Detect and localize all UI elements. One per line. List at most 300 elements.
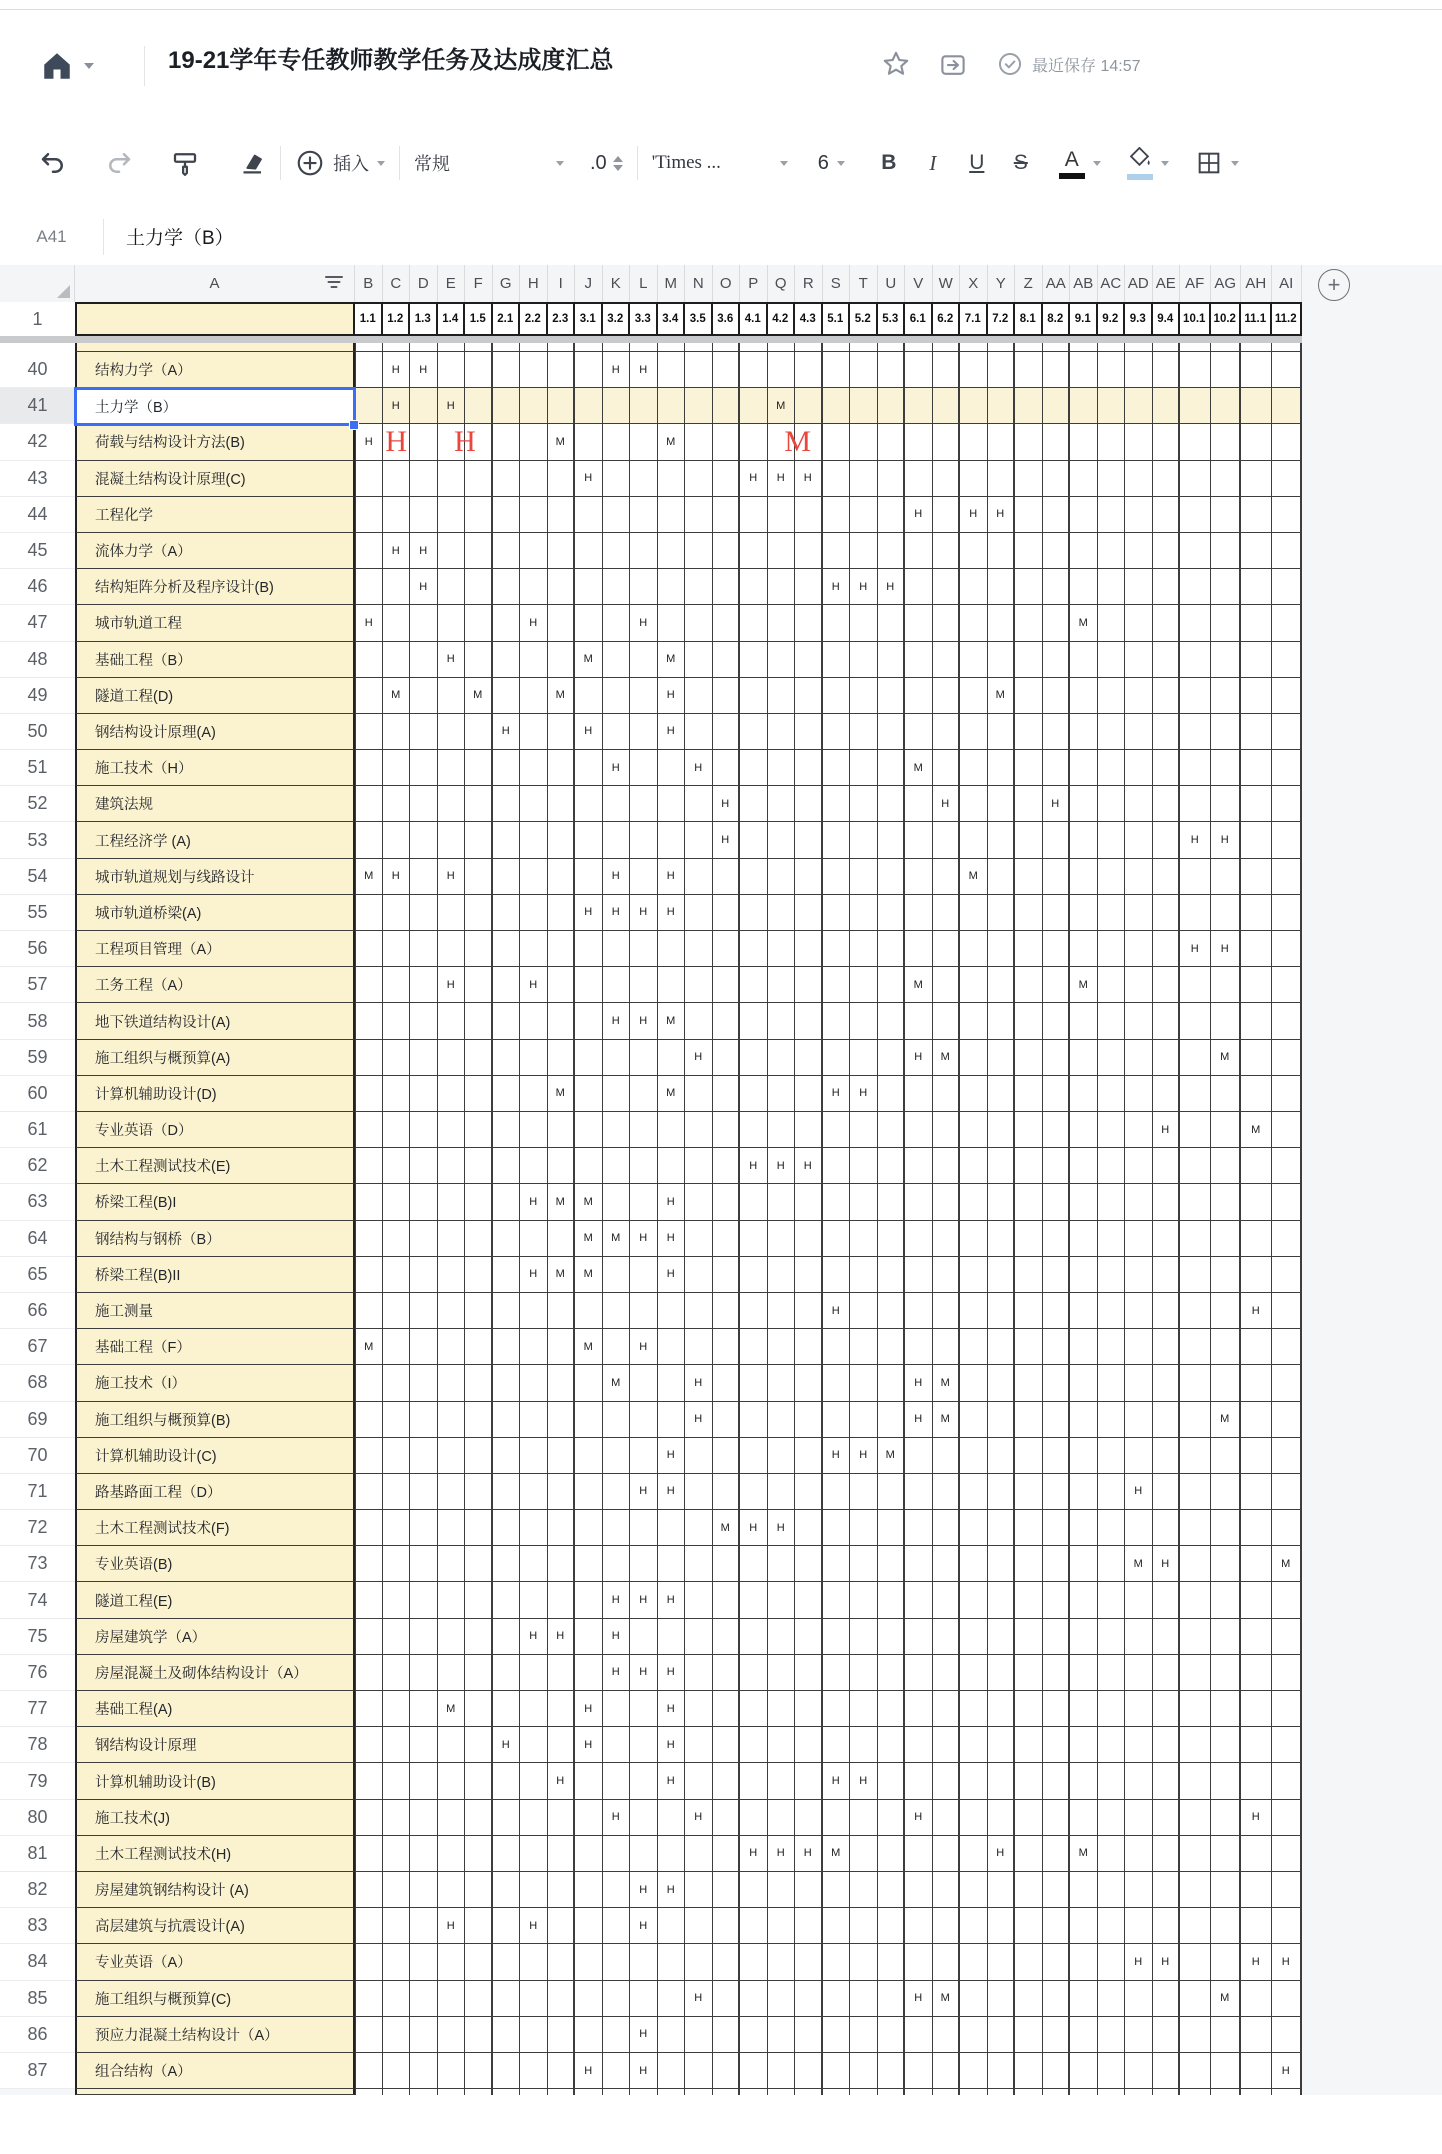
grid-cell[interactable] [548,533,576,569]
grid-cell[interactable] [410,1836,438,1872]
grid-cell[interactable] [520,714,548,750]
grid-cell[interactable] [355,461,383,497]
grid-cell[interactable] [685,1076,713,1112]
indicator-cell-2.1[interactable]: 2.1 [491,302,521,336]
grid-cell[interactable] [548,2017,576,2053]
row-number-80[interactable]: 80 [0,1800,75,1836]
grid-cell[interactable] [1015,2017,1043,2053]
grid-cell[interactable]: H [768,461,796,497]
grid-cell[interactable] [383,1040,411,1076]
grid-cell[interactable] [878,424,906,460]
grid-cell[interactable] [438,461,466,497]
grid-cell[interactable] [1211,533,1242,569]
grid-cell[interactable] [878,533,906,569]
grid-cell[interactable] [960,1076,988,1112]
grid-cell[interactable] [740,642,768,678]
grid-cell[interactable] [1272,750,1303,786]
grid-cell[interactable] [795,569,823,605]
grid-cell[interactable] [1125,967,1153,1003]
grid-cell[interactable] [383,786,411,822]
row-number-75[interactable]: 75 [0,1619,75,1655]
grid-cell[interactable] [1043,2017,1071,2053]
grid-cell[interactable] [905,1076,933,1112]
grid-cell[interactable] [520,931,548,967]
grid-cell[interactable] [1211,461,1242,497]
grid-cell[interactable] [658,2053,686,2089]
grid-cell[interactable] [575,533,603,569]
grid-cell[interactable] [1211,1836,1242,1872]
grid-cell[interactable] [355,1221,383,1257]
grid-cell[interactable] [493,1908,521,1944]
grid-cell[interactable] [850,642,878,678]
grid-cell[interactable] [795,1257,823,1293]
grid-cell[interactable] [1180,967,1211,1003]
grid-cell[interactable]: H [768,1148,796,1184]
font-family-select[interactable] [652,152,788,174]
grid-cell[interactable] [520,461,548,497]
grid-cell[interactable] [1211,750,1242,786]
grid-cell[interactable] [1125,1257,1153,1293]
grid-cell[interactable] [850,388,878,424]
row-number-78[interactable]: 78 [0,1727,75,1763]
grid-cell[interactable] [1125,533,1153,569]
grid-cell[interactable] [1241,1981,1272,2017]
grid-cell[interactable] [1043,1872,1071,1908]
grid-cell[interactable] [988,1800,1016,1836]
grid-cell[interactable] [465,1836,493,1872]
grid-cell[interactable] [630,1438,658,1474]
grid-cell[interactable] [768,1365,796,1401]
grid-cell[interactable] [355,497,383,533]
grid-cell[interactable] [548,461,576,497]
grid-cell[interactable] [933,1763,961,1799]
column-header-I[interactable]: I [548,265,576,302]
course-cell-81[interactable]: 土木工程测试技术(H) [75,1836,355,1872]
fill-color-button[interactable] [1127,147,1169,180]
course-cell-52[interactable]: 建筑法规 [75,786,355,822]
partial-row-cell[interactable] [685,343,713,352]
grid-cell[interactable] [850,1329,878,1365]
grid-cell[interactable] [823,2017,851,2053]
grid-cell[interactable]: H [630,1908,658,1944]
grid-cell[interactable] [1180,1944,1211,1980]
grid-cell[interactable] [713,895,741,931]
grid-cell[interactable] [988,1474,1016,1510]
row-number-61[interactable]: 61 [0,1112,75,1148]
grid-cell[interactable] [465,1257,493,1293]
grid-cell[interactable] [768,967,796,1003]
grid-cell[interactable] [988,1908,1016,1944]
grid-cell[interactable] [603,1184,631,1220]
grid-cell[interactable] [575,1510,603,1546]
grid-cell[interactable] [768,352,796,388]
formula-input[interactable]: 土力学（B） [126,228,234,249]
grid-cell[interactable] [630,1619,658,1655]
grid-cell[interactable] [410,1474,438,1510]
grid-cell[interactable] [1241,1691,1272,1727]
grid-cell[interactable] [355,1655,383,1691]
grid-cell[interactable]: M [1241,1112,1272,1148]
grid-cell[interactable] [795,1365,823,1401]
grid-cell[interactable] [438,1148,466,1184]
grid-cell[interactable] [713,1257,741,1293]
grid-cell[interactable] [465,967,493,1003]
grid-cell[interactable] [1125,1003,1153,1039]
grid-cell[interactable] [548,605,576,641]
grid-cell[interactable] [355,569,383,605]
grid-cell[interactable] [1043,931,1071,967]
grid-cell[interactable] [658,1148,686,1184]
row-number-54[interactable]: 54 [0,859,75,895]
grid-cell[interactable] [768,2053,796,2089]
grid-cell[interactable] [768,1619,796,1655]
grid-cell[interactable]: H [603,750,631,786]
grid-cell[interactable] [520,1727,548,1763]
grid-cell[interactable] [1180,859,1211,895]
grid-cell[interactable] [493,1365,521,1401]
grid-cell[interactable] [685,533,713,569]
row-number-47[interactable]: 47 [0,605,75,641]
grid-cell[interactable] [1043,1836,1071,1872]
grid-cell[interactable] [878,1619,906,1655]
grid-cell[interactable] [878,1293,906,1329]
grid-cell[interactable] [575,1872,603,1908]
grid-cell[interactable] [988,2053,1016,2089]
grid-cell[interactable] [383,1836,411,1872]
grid-cell[interactable]: M [658,424,686,460]
grid-cell[interactable] [355,1076,383,1112]
grid-cell[interactable] [878,352,906,388]
fill-handle[interactable] [349,420,359,430]
grid-cell[interactable] [685,1655,713,1691]
grid-cell[interactable] [1153,1438,1181,1474]
grid-cell[interactable] [410,461,438,497]
grid-cell[interactable] [410,967,438,1003]
grid-cell[interactable] [740,1221,768,1257]
grid-cell[interactable] [1098,967,1126,1003]
grid-cell[interactable] [410,2053,438,2089]
grid-cell[interactable] [1043,461,1071,497]
grid-cell[interactable] [960,642,988,678]
grid-cell[interactable] [960,1365,988,1401]
grid-cell[interactable] [1241,1655,1272,1691]
course-cell-69[interactable]: 施工组织与概预算(B) [75,1402,355,1438]
grid-cell[interactable]: H [438,1908,466,1944]
grid-cell[interactable] [685,1872,713,1908]
partial-row-cell[interactable] [1180,343,1211,352]
row-number-42[interactable]: 42 [0,424,75,460]
grid-cell[interactable] [850,1003,878,1039]
grid-cell[interactable]: M [823,1836,851,1872]
grid-cell[interactable] [933,1474,961,1510]
grid-cell[interactable] [1015,1655,1043,1691]
grid-cell[interactable] [355,642,383,678]
grid-cell[interactable] [988,1293,1016,1329]
partial-row-cell[interactable] [1015,343,1043,352]
grid-cell[interactable] [520,1221,548,1257]
grid-cell[interactable] [575,1438,603,1474]
grid-cell[interactable] [383,1619,411,1655]
grid-cell[interactable] [1211,1184,1242,1220]
grid-cell[interactable]: H [823,1763,851,1799]
grid-cell[interactable] [548,714,576,750]
grid-cell[interactable] [933,1619,961,1655]
grid-cell[interactable]: M [1211,1402,1242,1438]
grid-cell[interactable] [1153,2053,1181,2089]
grid-cell[interactable]: H [1125,1944,1153,1980]
grid-cell[interactable] [850,1691,878,1727]
grid-cell[interactable] [520,678,548,714]
column-header-K[interactable]: K [603,265,631,302]
grid-cell[interactable] [1070,1872,1098,1908]
grid-cell[interactable] [988,461,1016,497]
grid-cell[interactable] [795,1872,823,1908]
grid-cell[interactable] [685,1003,713,1039]
grid-cell[interactable] [850,1546,878,1582]
grid-cell[interactable] [713,1727,741,1763]
course-cell-56[interactable]: 工程项目管理（A） [75,931,355,967]
grid-cell[interactable] [1070,1474,1098,1510]
grid-cell[interactable] [355,1944,383,1980]
partial-row-cell[interactable] [878,343,906,352]
grid-cell[interactable] [355,352,383,388]
grid-cell[interactable] [713,642,741,678]
grid-cell[interactable] [988,605,1016,641]
indicator-cell-3.4[interactable]: 3.4 [656,302,686,336]
grid-cell[interactable] [410,1655,438,1691]
grid-cell[interactable] [960,461,988,497]
grid-cell[interactable] [465,1329,493,1365]
grid-cell[interactable] [685,605,713,641]
grid-cell[interactable] [685,1582,713,1618]
grid-cell[interactable] [988,1221,1016,1257]
grid-cell[interactable] [768,1474,796,1510]
grid-cell[interactable] [905,1510,933,1546]
grid-cell[interactable] [1272,1655,1303,1691]
grid-cell[interactable] [603,1438,631,1474]
grid-cell[interactable] [520,1329,548,1365]
grid-cell[interactable] [740,1329,768,1365]
partial-row-cell[interactable] [630,343,658,352]
grid-cell[interactable] [465,569,493,605]
grid-cell[interactable] [630,1112,658,1148]
grid-cell[interactable] [1241,1510,1272,1546]
course-cell-43[interactable]: 混凝土结构设计原理(C) [75,461,355,497]
grid-cell[interactable] [768,1546,796,1582]
grid-cell[interactable] [1098,859,1126,895]
grid-cell[interactable] [933,1148,961,1184]
grid-cell[interactable] [1125,569,1153,605]
grid-cell[interactable] [713,1908,741,1944]
grid-cell[interactable] [1043,678,1071,714]
grid-cell[interactable] [493,352,521,388]
grid-cell[interactable] [410,1329,438,1365]
grid-cell[interactable]: M [768,388,796,424]
grid-cell[interactable]: M [905,750,933,786]
grid-cell[interactable]: H [548,1619,576,1655]
column-header-AC[interactable]: AC [1098,265,1126,302]
grid-cell[interactable] [988,1329,1016,1365]
grid-cell[interactable] [493,1076,521,1112]
grid-cell[interactable]: H [438,388,466,424]
grid-cell[interactable] [1180,1908,1211,1944]
grid-cell[interactable]: H [520,1257,548,1293]
grid-cell[interactable] [1241,2053,1272,2089]
grid-cell[interactable] [630,714,658,750]
grid-cell[interactable] [1125,859,1153,895]
grid-cell[interactable] [630,1727,658,1763]
grid-cell[interactable] [548,1727,576,1763]
grid-cell[interactable] [658,461,686,497]
grid-cell[interactable] [1043,1257,1071,1293]
grid-cell[interactable] [795,1221,823,1257]
grid-cell[interactable]: H [438,967,466,1003]
course-cell-66[interactable]: 施工测量 [75,1293,355,1329]
grid-cell[interactable] [960,1402,988,1438]
grid-cell[interactable] [685,1184,713,1220]
grid-cell[interactable] [1015,1040,1043,1076]
grid-cell[interactable]: M [933,1402,961,1438]
grid-cell[interactable] [905,1908,933,1944]
grid-cell[interactable]: H [603,1800,631,1836]
grid-cell[interactable] [740,605,768,641]
grid-cell[interactable] [905,461,933,497]
grid-cell[interactable] [355,1836,383,1872]
grid-cell[interactable] [1180,1221,1211,1257]
grid-cell[interactable]: H [658,678,686,714]
grid-cell[interactable] [1153,1836,1181,1872]
grid-cell[interactable] [1070,1800,1098,1836]
grid-cell[interactable] [1125,1691,1153,1727]
grid-cell[interactable] [1153,424,1181,460]
grid-cell[interactable] [878,1908,906,1944]
grid-cell[interactable] [740,2017,768,2053]
grid-cell[interactable] [1070,497,1098,533]
grid-cell[interactable] [823,750,851,786]
grid-cell[interactable] [493,859,521,895]
grid-cell[interactable] [493,931,521,967]
column-header-AF[interactable]: AF [1180,265,1211,302]
grid-cell[interactable] [960,895,988,931]
grid-cell[interactable] [740,424,768,460]
grid-cell[interactable] [1125,352,1153,388]
row-number-81[interactable]: 81 [0,1836,75,1872]
grid-cell[interactable] [1098,424,1126,460]
grid-cell[interactable] [960,786,988,822]
grid-cell[interactable] [905,822,933,858]
grid-cell[interactable] [355,1112,383,1148]
grid-cell[interactable] [630,1184,658,1220]
grid-cell[interactable] [1272,1293,1303,1329]
grid-cell[interactable]: M [658,1003,686,1039]
grid-cell[interactable] [1211,1944,1242,1980]
grid-cell[interactable] [548,1003,576,1039]
grid-cell[interactable] [933,2017,961,2053]
grid-cell[interactable] [905,1474,933,1510]
grid-cell[interactable] [1043,533,1071,569]
grid-cell[interactable] [1180,678,1211,714]
grid-cell[interactable] [795,714,823,750]
grid-cell[interactable] [1043,1944,1071,1980]
course-cell-67[interactable]: 基础工程（F） [75,1329,355,1365]
grid-cell[interactable] [1070,1944,1098,1980]
grid-cell[interactable] [1070,424,1098,460]
grid-cell[interactable] [520,1402,548,1438]
grid-cell[interactable] [685,1619,713,1655]
grid-cell[interactable] [493,1582,521,1618]
grid-cell[interactable] [878,967,906,1003]
course-cell-78[interactable]: 钢结构设计原理 [75,1727,355,1763]
grid-cell[interactable]: H [1153,1112,1181,1148]
grid-cell[interactable] [1272,1184,1303,1220]
grid-cell[interactable] [1098,1763,1126,1799]
grid-cell[interactable] [1272,678,1303,714]
grid-cell[interactable] [438,1329,466,1365]
grid-cell[interactable]: H [493,1727,521,1763]
grid-cell[interactable]: H [1241,1800,1272,1836]
grid-cell[interactable] [465,461,493,497]
grid-cell[interactable] [1211,678,1242,714]
grid-cell[interactable] [1015,1908,1043,1944]
grid-cell[interactable]: H [905,1365,933,1401]
grid-cell[interactable] [383,1981,411,2017]
grid-cell[interactable] [988,1872,1016,1908]
grid-cell[interactable] [1070,931,1098,967]
grid-cell[interactable] [768,931,796,967]
course-cell-84[interactable]: 专业英语（A） [75,1944,355,1980]
bold-button[interactable]: B [881,151,897,174]
grid-cell[interactable] [795,967,823,1003]
grid-cell[interactable] [1125,388,1153,424]
grid-cell[interactable]: H [658,714,686,750]
row-number-60[interactable]: 60 [0,1076,75,1112]
grid-cell[interactable]: M [575,1257,603,1293]
grid-cell[interactable] [960,967,988,1003]
row-number-76[interactable]: 76 [0,1655,75,1691]
grid-cell[interactable] [1015,714,1043,750]
grid-cell[interactable] [740,1438,768,1474]
grid-cell[interactable] [1241,497,1272,533]
grid-cell[interactable] [658,1800,686,1836]
grid-cell[interactable] [658,605,686,641]
grid-cell[interactable]: H [740,461,768,497]
grid-cell[interactable] [658,533,686,569]
grid-cell[interactable] [1153,786,1181,822]
grid-cell[interactable] [438,1800,466,1836]
grid-cell[interactable] [1015,1221,1043,1257]
grid-cell[interactable] [1098,1402,1126,1438]
grid-cell[interactable] [1070,1727,1098,1763]
grid-cell[interactable] [1043,569,1071,605]
grid-cell[interactable] [933,1112,961,1148]
grid-cell[interactable] [905,1293,933,1329]
grid-cell[interactable] [768,1691,796,1727]
grid-cell[interactable] [383,1148,411,1184]
grid-cell[interactable] [603,1727,631,1763]
grid-cell[interactable] [1153,1148,1181,1184]
grid-cell[interactable] [1043,822,1071,858]
grid-cell[interactable] [575,1365,603,1401]
grid-cell[interactable] [823,786,851,822]
grid-cell[interactable] [493,388,521,424]
grid-cell[interactable] [1272,1040,1303,1076]
grid-cell[interactable] [575,786,603,822]
column-header-R[interactable]: R [795,265,823,302]
grid-cell[interactable] [850,1908,878,1944]
grid-cell[interactable]: H [1241,1293,1272,1329]
grid-cell[interactable] [795,1691,823,1727]
grid-cell[interactable] [355,2017,383,2053]
